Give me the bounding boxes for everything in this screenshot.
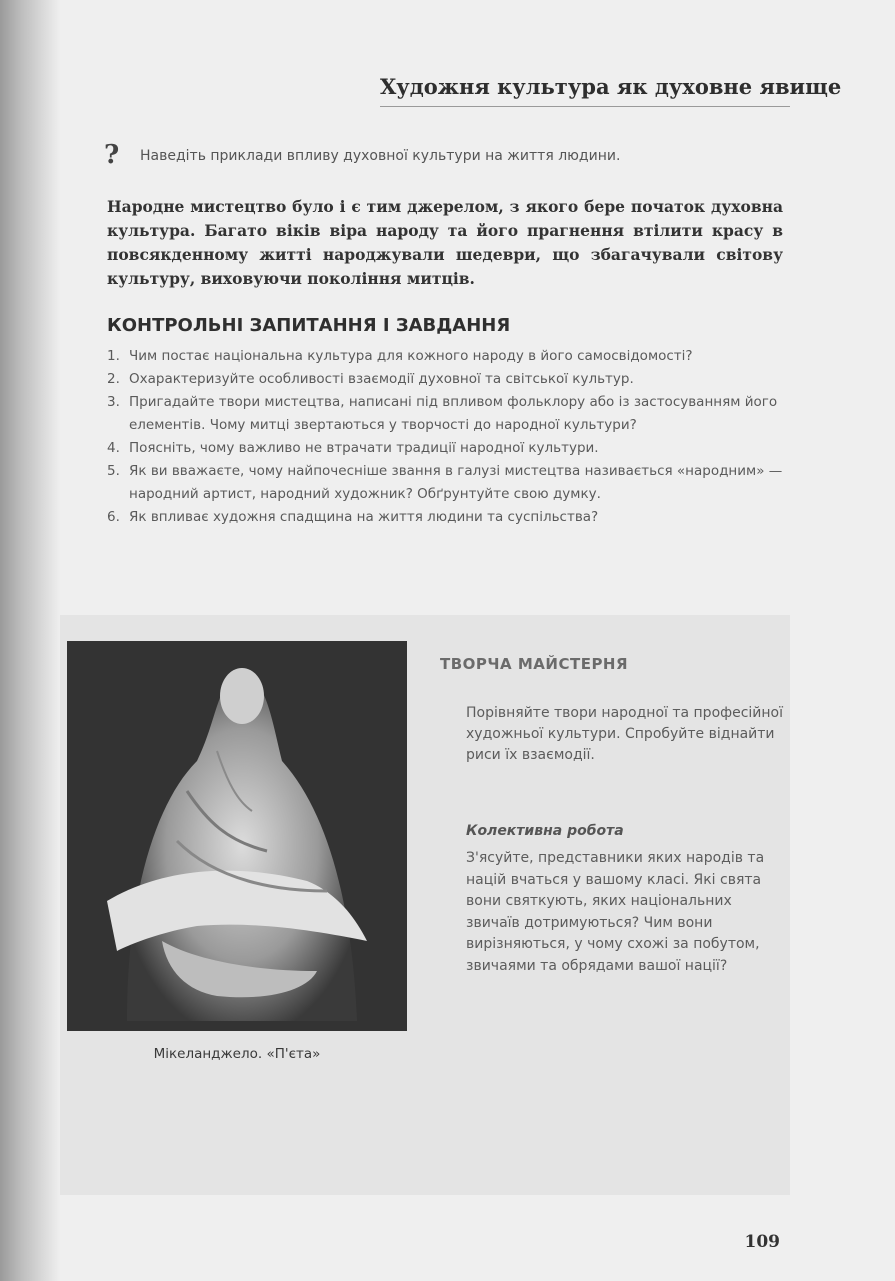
list-item bbox=[107, 368, 785, 391]
questions-list bbox=[107, 345, 785, 529]
list-item-number: 6. bbox=[107, 509, 120, 525]
section-heading-control-questions: КОНТРОЛЬНІ ЗАПИТАННЯ І ЗАВДАННЯ bbox=[107, 315, 511, 336]
running-header: Художня культура як духовне явище bbox=[380, 74, 842, 99]
header-divider bbox=[380, 106, 790, 107]
collective-work-title: Колективна робота bbox=[466, 823, 624, 839]
lead-paragraph: Народне мистецтво було і є тим джерелом, з якого бере початок духовна культура. Багато віків віра народу та його прагнення втілити красу в повсякденному житті народжували шедеври, що збагачували світову культуру, виховуючи покоління митців. bbox=[107, 197, 783, 288]
list-item-text: Охарактеризуйте особливості взаємодії духовної та світської культур. bbox=[129, 371, 634, 387]
list-item-number: 1. bbox=[107, 348, 120, 364]
question-mark-icon: ? bbox=[104, 140, 120, 170]
list-item bbox=[107, 345, 785, 368]
list-item-number: 4. bbox=[107, 440, 120, 456]
list-item bbox=[107, 391, 785, 437]
list-item-text: Пригадайте твори мистецтва, написані під впливом фольклору або із застосуванням його елементів. Чому митці звертаються у творчості до народної культури? bbox=[129, 394, 778, 433]
list-item bbox=[107, 506, 785, 529]
list-item-text: Чим постає національна культура для кожного народу в його самосвідомості? bbox=[129, 348, 693, 364]
list-item bbox=[107, 437, 785, 460]
photo-caption: Мікеланджело. «П'єта» bbox=[153, 1046, 321, 1062]
list-item-number: 5. bbox=[107, 463, 120, 479]
workshop-text: Порівняйте твори народної та професійної художньої культури. Спробуйте віднайти риси їх взаємодії. bbox=[466, 705, 784, 763]
list-item bbox=[107, 460, 785, 506]
pieta-sculpture-photo bbox=[67, 641, 407, 1031]
page-number: 109 bbox=[744, 1232, 780, 1252]
list-item-number: 2. bbox=[107, 371, 120, 387]
list-item-text: Поясніть, чому важливо не втрачати традиції народної культури. bbox=[129, 440, 599, 456]
collective-work-text: З'ясуйте, представники яких народів та націй вчаться у вашому класі. Які свята вони святкують, яких національних звичаїв дотримуються? Чим вони вирізняються, у чому схожі за побутом, звичаями та обрядами вашої нації? bbox=[466, 850, 765, 974]
intro-question: Наведіть приклади впливу духовної культури на життя людини. bbox=[140, 148, 621, 164]
list-item-text: Як ви вважаєте, чому найпочесніше звання в галузі мистецтва називається «народним» — народний артист, народний художник? Обґрунтуйте свою думку. bbox=[129, 463, 783, 502]
workshop-title: ТВОРЧА МАЙСТЕРНЯ bbox=[440, 655, 629, 673]
list-item-number: 3. bbox=[107, 394, 120, 410]
book-spine-shadow bbox=[0, 0, 60, 1281]
list-item-text: Як впливає художня спадщина на життя людини та суспільства? bbox=[129, 509, 599, 525]
